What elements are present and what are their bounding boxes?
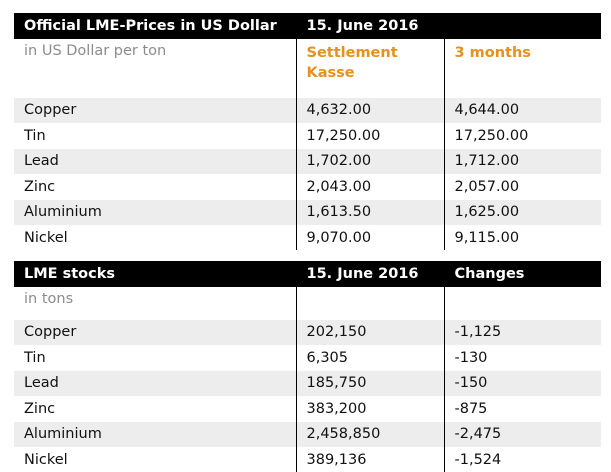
value-cell: 6,305 (296, 345, 444, 371)
value-cell-2: 17,250.00 (444, 123, 601, 149)
value-cell: 1,613.50 (296, 200, 444, 226)
stocks-unit-label: in tons (24, 291, 74, 307)
stocks-subheader-row (14, 287, 601, 320)
prices-subheader-row (14, 39, 601, 98)
table-row (14, 123, 601, 149)
table-row (14, 371, 601, 397)
table-row (14, 447, 601, 472)
table-row (14, 200, 601, 226)
stocks-title: LME stocks (14, 261, 296, 287)
metal-name: Nickel (14, 447, 296, 472)
table-row (14, 174, 601, 200)
value-cell: 1,702.00 (296, 149, 444, 175)
table-row (14, 320, 601, 346)
stocks-subheader-empty (296, 287, 444, 320)
value-cell: 185,750 (296, 371, 444, 397)
value-cell-2: -1,125 (444, 320, 601, 346)
value-cell: 389,136 (296, 447, 444, 472)
metal-name: Lead (14, 371, 296, 397)
value-cell: 2,043.00 (296, 174, 444, 200)
metal-name: Zinc (14, 396, 296, 422)
value-cell-2: 9,115.00 (444, 225, 601, 250)
stocks-changes-label: Changes (444, 261, 601, 287)
table-row (14, 225, 601, 250)
metal-name: Aluminium (14, 422, 296, 448)
metal-name: Tin (14, 345, 296, 371)
value-cell-2: 4,644.00 (444, 98, 601, 124)
metal-name: Nickel (14, 225, 296, 250)
value-cell: 2,458,850 (296, 422, 444, 448)
table-row (14, 422, 601, 448)
value-cell: 17,250.00 (296, 123, 444, 149)
value-cell-2: 1,712.00 (444, 149, 601, 175)
prices-unit-label: in US Dollar per ton (24, 43, 167, 59)
metal-name: Aluminium (14, 200, 296, 226)
value-cell-2: -1,524 (444, 447, 601, 472)
metal-name: Lead (14, 149, 296, 175)
value-cell-2: -2,475 (444, 422, 601, 448)
settlement-kasse-label (296, 39, 444, 98)
value-cell: 9,070.00 (296, 225, 444, 250)
lme-stocks-table (14, 261, 601, 472)
table-row (14, 98, 601, 124)
value-cell-2: -875 (444, 396, 601, 422)
value-cell: 383,200 (296, 396, 444, 422)
settlement-kasse-text: Settlement Kasse (306, 45, 398, 81)
stocks-header-row (14, 261, 601, 287)
metal-name: Tin (14, 123, 296, 149)
metal-name: Copper (14, 320, 296, 346)
value-cell-2: 1,625.00 (444, 200, 601, 226)
three-months-label: 3 months (444, 39, 601, 98)
value-cell-2: -130 (444, 345, 601, 371)
prices-header-empty (444, 13, 601, 39)
value-cell-2: 2,057.00 (444, 174, 601, 200)
lme-prices-table (14, 13, 601, 250)
stocks-date: 15. June 2016 (296, 261, 444, 287)
table-row (14, 345, 601, 371)
stocks-subheader-empty-2 (444, 287, 601, 320)
table-row (14, 149, 601, 175)
metal-name: Copper (14, 98, 296, 124)
prices-header-row (14, 13, 601, 39)
table-row (14, 396, 601, 422)
metal-name: Zinc (14, 174, 296, 200)
value-cell-2: -150 (444, 371, 601, 397)
prices-date: 15. June 2016 (296, 13, 444, 39)
prices-title: Official LME-Prices in US Dollar (14, 13, 296, 39)
value-cell: 202,150 (296, 320, 444, 346)
value-cell: 4,632.00 (296, 98, 444, 124)
